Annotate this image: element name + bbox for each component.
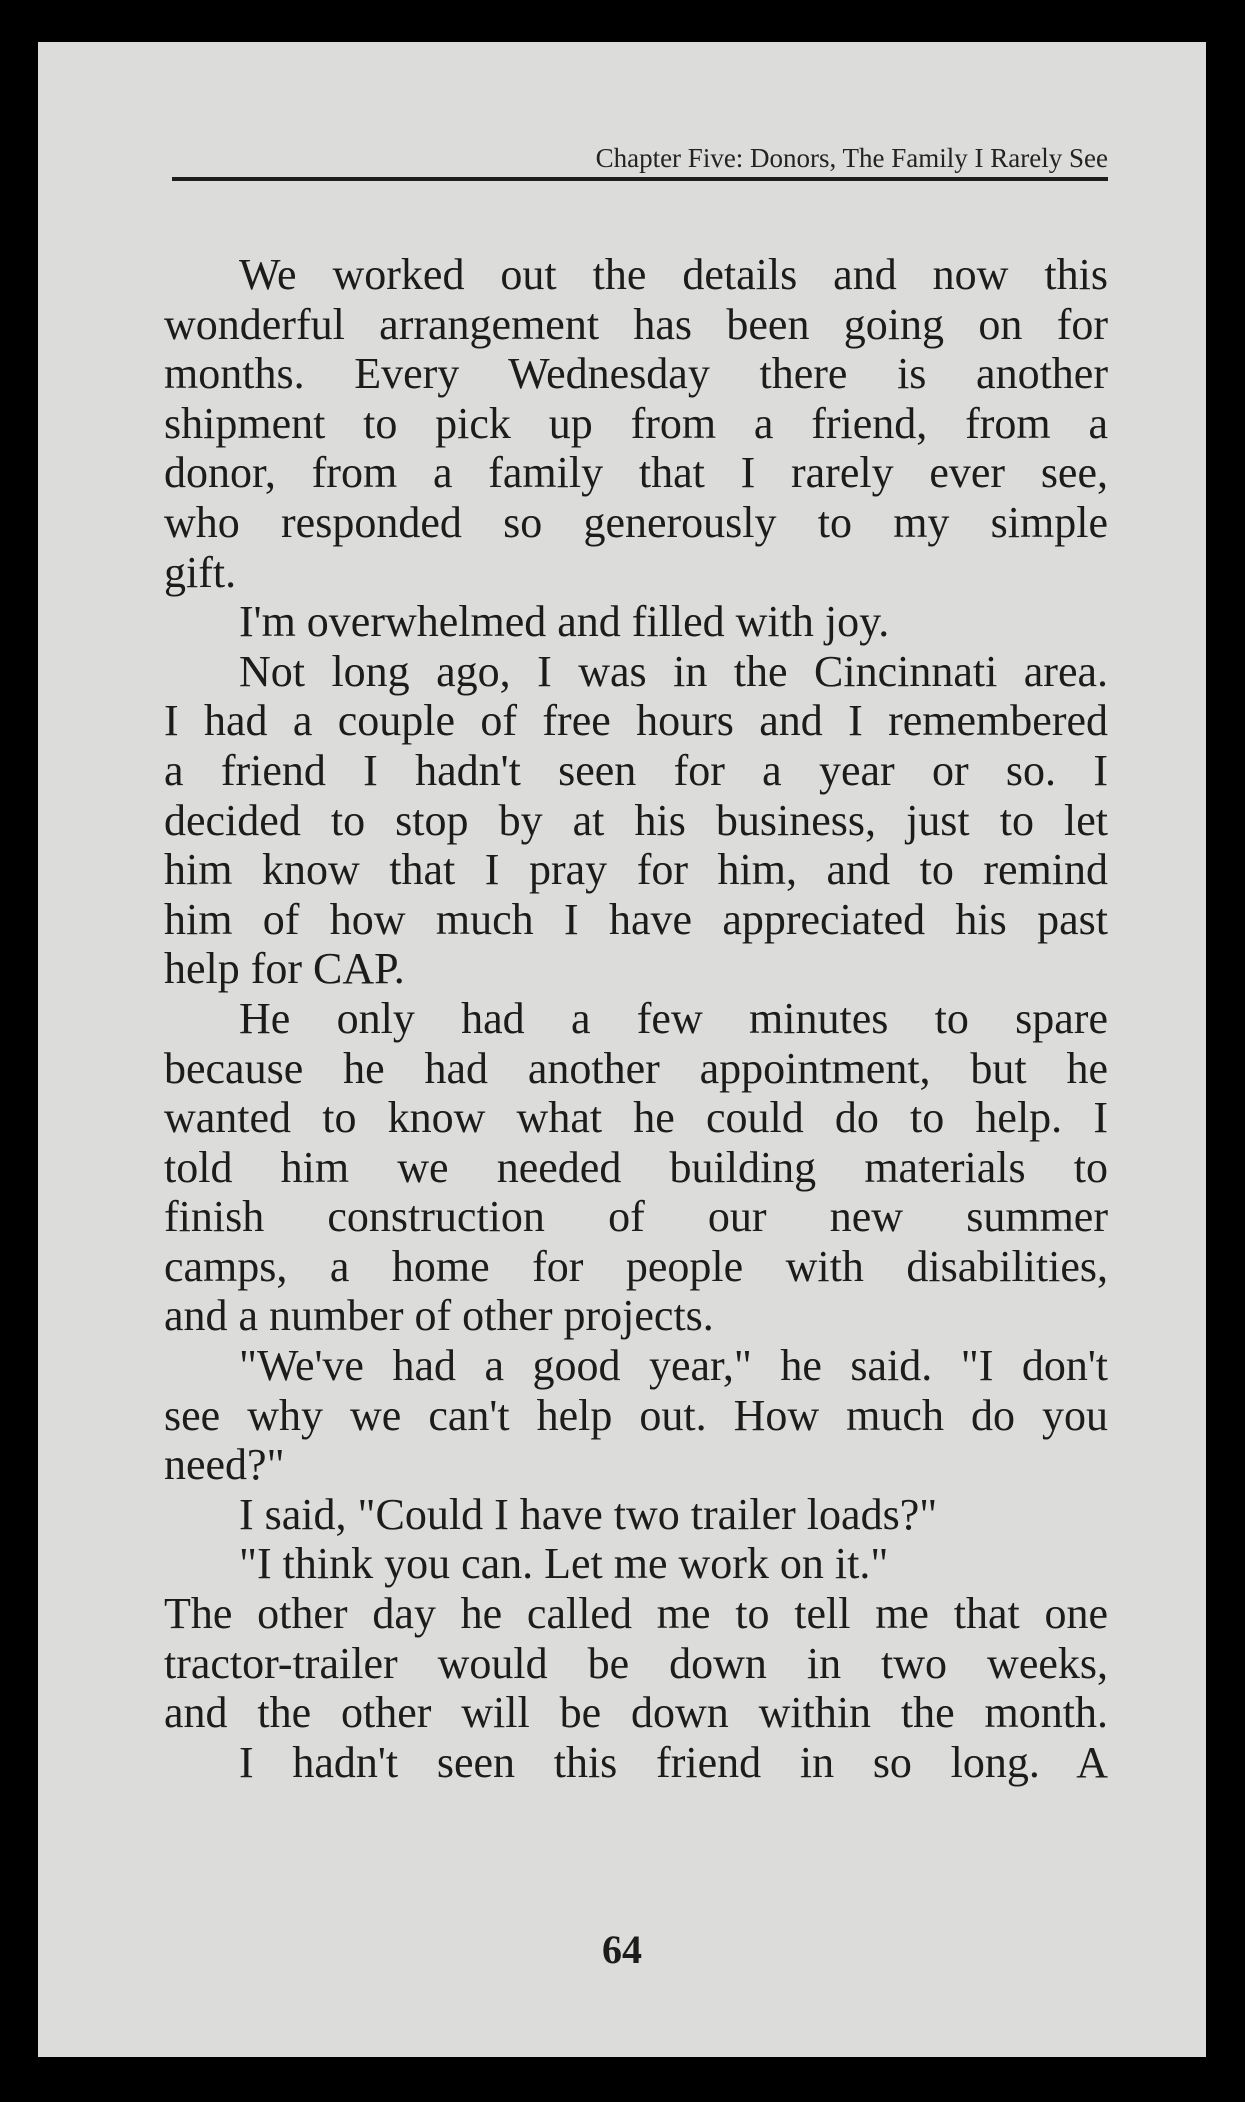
text-line: donor, from a family that I rarely ever see,: [164, 448, 1108, 498]
page-number: 64: [602, 1927, 642, 1972]
text-line: I said, "Could I have two trailer loads?": [239, 1489, 938, 1539]
text-line: him know that I pray for him, and to remind: [164, 845, 1108, 895]
running-head: Chapter Five: Donors, The Family I Rarely See: [595, 143, 1108, 173]
text-line: wonderful arrangement has been going on for: [164, 299, 1108, 349]
text-line: shipment to pick up from a friend, from a: [164, 398, 1108, 448]
text-line: months. Every Wednesday there is another: [164, 349, 1108, 399]
text-line: I had a couple of free hours and I remembered: [164, 696, 1108, 746]
text-line: and the other will be down within the month.: [164, 1688, 1108, 1738]
text-line: The other day he called me to tell me that one: [164, 1589, 1108, 1639]
text-line: Not long ago, I was in the Cincinnati area.: [239, 646, 1108, 696]
text-line: "We've had a good year," he said. "I don't: [239, 1341, 1108, 1391]
text-line: told him we needed building materials to: [164, 1142, 1108, 1192]
header-rule: [172, 177, 1108, 181]
text-line: We worked out the details and now this: [239, 250, 1108, 299]
text-line: and a number of other projects.: [164, 1291, 714, 1341]
text-line: I'm overwhelmed and filled with joy.: [239, 597, 890, 647]
text-line: wanted to know what he could do to help. I: [164, 1093, 1108, 1143]
text-line: help for CAP.: [164, 944, 405, 994]
text-line: need?": [164, 1440, 285, 1490]
text-line: a friend I hadn't seen for a year or so. I: [164, 745, 1108, 795]
text-line: "I think you can. Let me work on it.": [239, 1539, 889, 1589]
text-line: camps, a home for people with disabilities,: [164, 1241, 1108, 1291]
text-line: see why we can't help out. How much do you: [164, 1390, 1108, 1440]
text-line: He only had a few minutes to spare: [239, 993, 1108, 1043]
text-line: I hadn't seen this friend in so long. A: [239, 1737, 1108, 1787]
text-line: tractor-trailer would be down in two weeks,: [164, 1638, 1108, 1688]
text-line: finish construction of our new summer: [164, 1192, 1108, 1242]
body-text: [164, 250, 1108, 1787]
book-page: [38, 42, 1206, 2057]
text-line: gift.: [164, 547, 237, 597]
text-line: who responded so generously to my simple: [164, 497, 1108, 547]
text-line: because he had another appointment, but he: [164, 1043, 1108, 1093]
text-line: him of how much I have appreciated his past: [164, 894, 1108, 944]
text-line: decided to stop by at his business, just to let: [164, 795, 1108, 845]
